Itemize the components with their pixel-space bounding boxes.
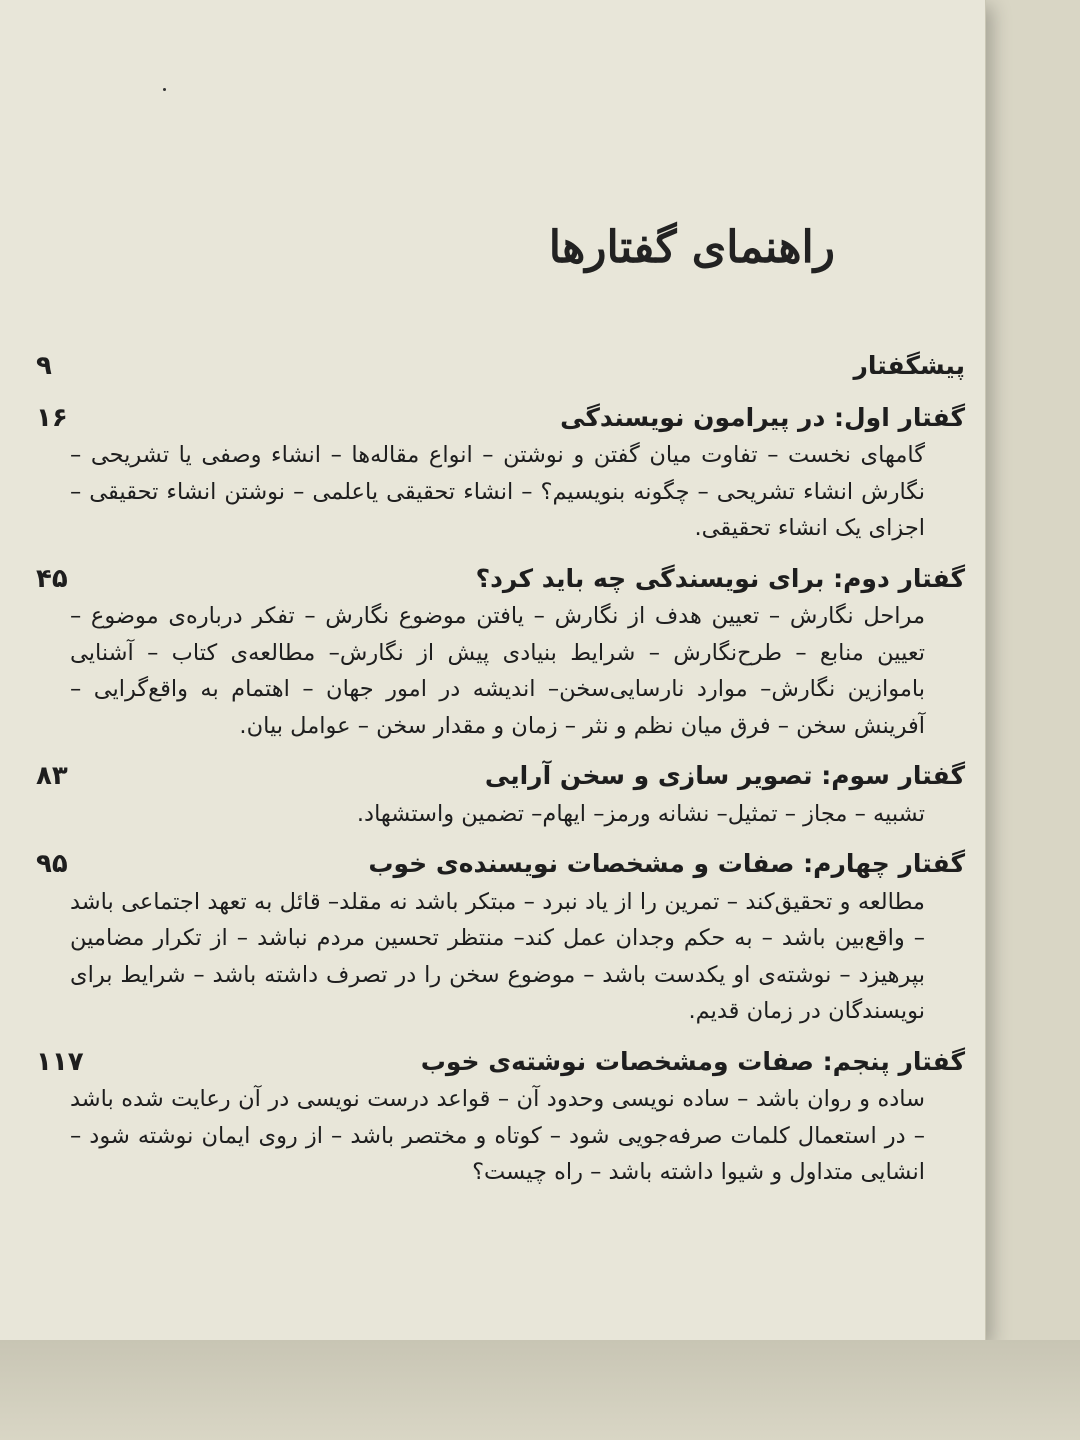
chapter-topics: مراحل نگارش – تعیین هدف از نگارش – یافتن موضوع نگارش – تفکر درباره‌ی موضوع – تعیین منابع – طرح‌نگارش – شرایط بنیادی پیش از نگارش– مطالعه‌ی کتاب – آشنایی باموازین نگارش– موارد نارسایی‌سخن– اندیشه در امور جهان – اهتمام به واقع‌گرایی – آفرینش سخن – فرق میان نظم و نثر – زمان و مقدار سخن – عوامل بیان.	[70, 603, 925, 739]
chapter-topics: تشبیه – مجاز – تمثیل– نشانه ورمز– ایهام– تضمین واستشهاد.	[356, 800, 925, 827]
chapter-heading: گفتار پنجم: صفات ومشخصات نوشته‌ی خوب	[420, 1046, 965, 1076]
chapter-topics: ساده و روان باشد – ساده نویسی وحدود آن – قواعد درست نویسی در آن رعایت شده باشد – در استعمال کلمات صرفه‌جویی شود – کوتاه و مختصر باشد – از روی ایمان نوشته شود – انشایی متداول و شیوا داشته باشد – راه چیست؟	[70, 1086, 925, 1186]
chapter-topics: گامهای نخست – تفاوت میان گفتن و نوشتن – انواع مقاله‌ها – انشاء وصفی یا تشریحی – نگارش انشاء تشریحی – چگونه بنویسیم؟ – انشاء تحقیقی یاعلمی – نوشتن انشاء تحقیقی – اجزای یک انشاء تحقیقی.	[70, 442, 925, 542]
chapter-heading: پیشگفتار	[853, 351, 965, 380]
chapter-topics: مطالعه و تحقیق‌کند – تمرین را از یاد نبرد – مبتکر باشد نه مقلد– قائل به تعهد اجتماعی باشد – واقع‌بین باشد – به حکم وجدان عمل کند– منتظر تحسین مردم نباشد – از تکرار مضامین بپرهیزد – نوشته‌ی او یکدست باشد – موضوع سخن را در تصرف داشته باشد – شرایط برای نویسندگان در زمان قدیم.	[70, 888, 925, 1025]
toc-entry-chapter-4	[30, 846, 965, 1029]
chapter-page-number: ۱۱۷	[36, 1046, 84, 1077]
chapter-heading: گفتار دوم: برای نویسندگی چه باید کرد؟	[475, 563, 965, 593]
chapter-heading: گفتار سوم: تصویر سازی و سخن آرایی	[484, 761, 965, 791]
page-title: راهنمای گفتارها	[548, 222, 835, 273]
chapter-page-number: ۱۶	[36, 402, 68, 433]
toc-entry-preface	[30, 348, 965, 386]
chapter-page-number: ۹۵	[36, 849, 68, 880]
chapter-page-number: ۴۵	[36, 563, 68, 594]
toc-entry-chapter-3	[30, 758, 965, 832]
table-of-contents	[30, 348, 965, 1205]
chapter-heading: گفتار اول: در پیرامون نویسندگی	[560, 402, 965, 432]
toc-entry-chapter-2	[30, 561, 965, 744]
ink-speck	[163, 88, 166, 91]
chapter-page-number: ۹	[36, 351, 52, 381]
chapter-page-number: ۸۳	[36, 761, 68, 792]
toc-entry-chapter-5	[30, 1044, 965, 1191]
toc-entry-chapter-1	[30, 400, 965, 547]
chapter-heading: گفتار چهارم: صفات و مشخصات نویسنده‌ی خوب	[368, 849, 965, 879]
page-underlay	[0, 1340, 1080, 1440]
